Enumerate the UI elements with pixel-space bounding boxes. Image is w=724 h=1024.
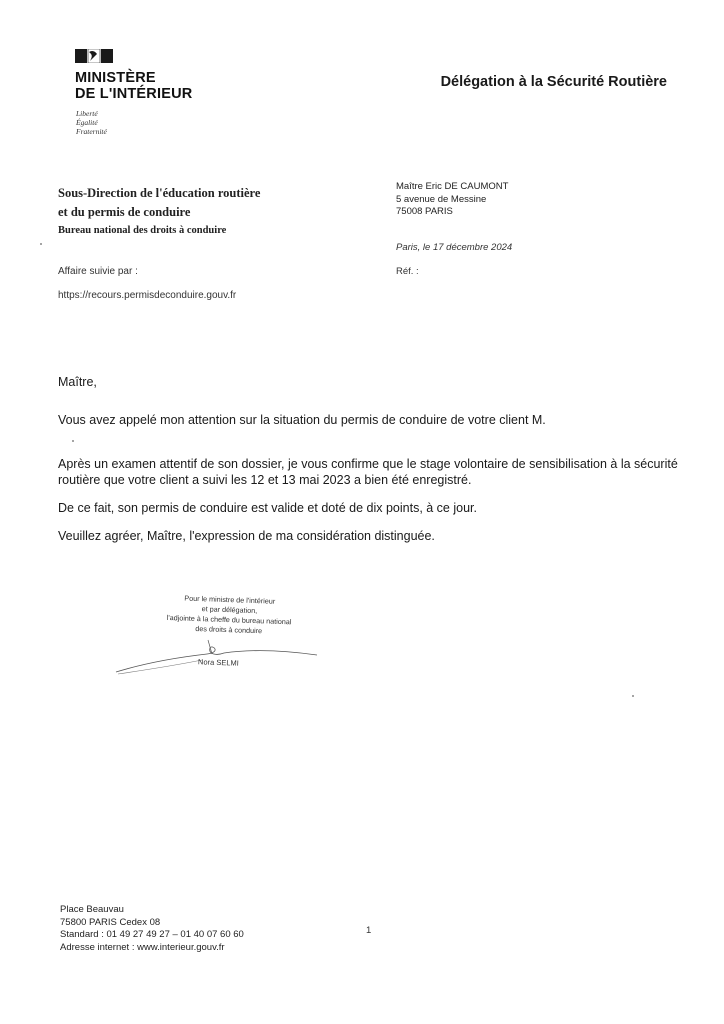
page-number: 1 (366, 925, 372, 936)
signature-line-2: et par délégation, (201, 604, 258, 616)
scan-speck (40, 243, 42, 245)
service-line-2: et du permis de conduire (58, 205, 191, 219)
recipient-city: 75008 PARIS (396, 206, 453, 217)
recipient-address (396, 181, 508, 219)
sender-service (58, 184, 260, 239)
ministry-line-1: MINISTÈRE (75, 70, 156, 86)
reference-label: Réf. : (396, 266, 419, 277)
recours-website-link[interactable]: https://recours.permisdeconduire.gouv.fr (58, 290, 237, 301)
affaire-label: Affaire suivie par : (58, 266, 138, 277)
scan-speck (632, 695, 634, 697)
closing-formula: Veuillez agréer, Maître, l'expression de ma considération distinguée. (58, 529, 435, 543)
salutation: Maître, (58, 375, 97, 389)
signature-line-3: l'adjointe à la cheffe du bureau national (166, 612, 292, 627)
footer-line-2: 75800 PARIS Cedex 08 (60, 916, 161, 928)
republic-motto (76, 109, 107, 136)
recipient-street: 5 avenue de Messine (396, 193, 487, 205)
service-line-1: Sous-Direction de l'éducation routière (58, 186, 261, 200)
ministry-line-2: DE L'INTÉRIEUR (75, 86, 193, 102)
footer-address (60, 904, 244, 954)
delegation-title: Délégation à la Sécurité Routière (440, 74, 667, 90)
ministry-name (75, 70, 192, 102)
signature-line-1: Pour le ministre de l'intérieur (184, 593, 276, 606)
letter-date: Paris, le 17 décembre 2024 (396, 242, 513, 253)
footer-line-1: Place Beauvau (60, 904, 124, 915)
scan-speck (72, 440, 74, 442)
paragraph-2: Après un examen attentif de son dossier, je vous confirme que le stage volontaire de sensibilisation à la sécurité routière que votre client a suivi les 12 et 13 mai 2023 a bien été enregistré. (58, 457, 678, 487)
motto-fraternite: Fraternité (76, 127, 107, 136)
signature-delegation (139, 592, 320, 638)
signature-line-4: des droits à conduire (195, 623, 263, 636)
motto-egalite: Égalité (76, 118, 98, 127)
marianne-logo-icon (75, 49, 113, 63)
recipient-name: Maître Eric DE CAUMONT (396, 181, 509, 192)
footer-phone: Standard : 01 49 27 49 27 – 01 40 07 60 60 (60, 929, 244, 940)
motto-liberte: Liberté (76, 109, 98, 118)
paragraph-3: De ce fait, son permis de conduire est valide et doté de dix points, à ce jour. (58, 501, 477, 515)
service-bureau: Bureau national des droits à conduire (58, 225, 227, 236)
paragraph-1: Vous avez appelé mon attention sur la situation du permis de conduire de votre client M. (58, 413, 546, 427)
footer-website: Adresse internet : www.interieur.gouv.fr (60, 941, 225, 953)
signatory-name: Nora SELMI (197, 657, 240, 668)
